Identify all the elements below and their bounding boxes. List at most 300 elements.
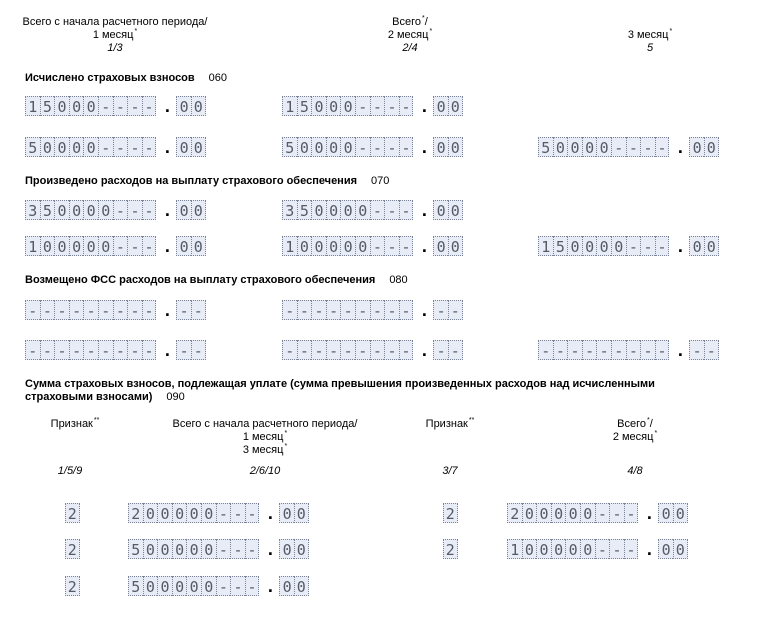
field-070-row2-col1[interactable] bbox=[25, 236, 206, 256]
digit-cell: 0 bbox=[448, 96, 463, 116]
priznak-cell[interactable] bbox=[65, 576, 80, 596]
digit-cell: - bbox=[355, 300, 370, 320]
rubles-cells[interactable] bbox=[128, 576, 259, 596]
digit-cell: - bbox=[245, 539, 260, 559]
sub090-col-b-line2: 2 месяц bbox=[612, 431, 654, 443]
header-col2-slash: / bbox=[424, 16, 428, 28]
digit-cell: - bbox=[297, 340, 312, 360]
digit-cell: - bbox=[611, 137, 626, 157]
rubles-cells[interactable] bbox=[25, 137, 156, 157]
rubles-cells[interactable] bbox=[128, 539, 259, 559]
kopecks-cells[interactable] bbox=[176, 236, 205, 256]
rubles-cells[interactable] bbox=[282, 96, 413, 116]
digit-cell: 2 bbox=[128, 503, 143, 523]
digit-cell: 0 bbox=[172, 503, 187, 523]
rubles-cells[interactable] bbox=[25, 200, 156, 220]
kopecks-cells[interactable] bbox=[689, 236, 718, 256]
digit-cell: 0 bbox=[355, 200, 370, 220]
digit-cell: - bbox=[216, 576, 231, 596]
digit-cell: 0 bbox=[704, 137, 719, 157]
digit-cell: 1 bbox=[282, 236, 297, 256]
section-090-code: 090 bbox=[166, 391, 185, 403]
digit-cell: 0 bbox=[69, 96, 84, 116]
digit-cell: - bbox=[83, 340, 98, 360]
field-070-row2-col3[interactable] bbox=[538, 236, 719, 256]
digit-cell: 0 bbox=[355, 236, 370, 256]
kopecks-cells[interactable] bbox=[433, 96, 462, 116]
digit-cell: - bbox=[384, 137, 399, 157]
field-070-row2-col2[interactable] bbox=[282, 236, 463, 256]
header-col2-line2: 2 месяц bbox=[387, 29, 429, 41]
sub090-code-a: 2/6/10 bbox=[249, 465, 281, 477]
kopecks-cells[interactable] bbox=[279, 576, 308, 596]
priznak-090-row1-p1[interactable] bbox=[65, 503, 80, 523]
digit-cell: 0 bbox=[582, 137, 597, 157]
footnote-mark: * bbox=[134, 28, 138, 36]
digit-cell: - bbox=[640, 137, 655, 157]
priznak-cell[interactable] bbox=[65, 539, 80, 559]
digit-cell: - bbox=[142, 137, 157, 157]
digit-cell: 0 bbox=[201, 503, 216, 523]
priznak-cell[interactable] bbox=[443, 503, 458, 523]
sub090-col-b-line1: Всего bbox=[617, 418, 647, 430]
digit-cell: - bbox=[113, 236, 128, 256]
digit-cell: - bbox=[433, 300, 448, 320]
priznak-cell[interactable] bbox=[443, 539, 458, 559]
rubles-cells[interactable] bbox=[282, 340, 413, 360]
decimal-point: . bbox=[164, 200, 170, 220]
digit-cell: 1 bbox=[507, 539, 522, 559]
digit-cell: 1 bbox=[282, 96, 297, 116]
digit-cell: 0 bbox=[567, 236, 582, 256]
digit-cell: 0 bbox=[522, 503, 537, 523]
digit-cell: - bbox=[282, 340, 297, 360]
digit-cell: 0 bbox=[176, 96, 191, 116]
decimal-point: . bbox=[677, 236, 683, 256]
digit-cell: 3 bbox=[282, 200, 297, 220]
field-090-row1-a[interactable] bbox=[128, 503, 309, 523]
digit-cell: 0 bbox=[143, 576, 158, 596]
decimal-point: . bbox=[677, 340, 683, 360]
digit-cell: - bbox=[626, 236, 641, 256]
field-080-row2-col1[interactable] bbox=[25, 340, 206, 360]
digit-cell: 0 bbox=[340, 200, 355, 220]
footnote-mark: * bbox=[647, 417, 650, 425]
digit-cell: - bbox=[25, 340, 40, 360]
footnote-mark: * bbox=[429, 28, 433, 36]
footnote-mark: * bbox=[284, 430, 288, 438]
section-090-label-line2: страховыми взносами) bbox=[25, 391, 153, 403]
digit-cell: 0 bbox=[279, 539, 294, 559]
rubles-cells[interactable] bbox=[282, 200, 413, 220]
rubles-cells[interactable] bbox=[507, 503, 638, 523]
digit-cell: 0 bbox=[326, 236, 341, 256]
field-070-row1-col1[interactable] bbox=[25, 200, 206, 220]
digit-cell: 0 bbox=[340, 96, 355, 116]
digit-cell: - bbox=[384, 96, 399, 116]
rubles-cells[interactable] bbox=[25, 96, 156, 116]
digit-cell: - bbox=[142, 300, 157, 320]
digit-cell: - bbox=[399, 340, 414, 360]
digit-cell: 2 bbox=[65, 503, 80, 523]
digit-cell: - bbox=[370, 236, 385, 256]
digit-cell: 0 bbox=[98, 236, 113, 256]
digit-cell: 0 bbox=[186, 503, 201, 523]
kopecks-cells[interactable] bbox=[689, 137, 718, 157]
digit-cell: - bbox=[611, 340, 626, 360]
digit-cell: - bbox=[142, 200, 157, 220]
digit-cell: - bbox=[230, 503, 245, 523]
digit-cell: 0 bbox=[340, 236, 355, 256]
digit-cell: - bbox=[626, 340, 641, 360]
decimal-point: . bbox=[421, 96, 427, 116]
header-col2-line1: Всего bbox=[392, 16, 422, 28]
digit-cell: 0 bbox=[83, 236, 98, 256]
kopecks-cells[interactable] bbox=[176, 200, 205, 220]
digit-cell: 0 bbox=[582, 236, 597, 256]
kopecks-cells[interactable] bbox=[433, 340, 462, 360]
field-060-row2-col2[interactable] bbox=[282, 137, 463, 157]
digit-cell: - bbox=[655, 340, 670, 360]
digit-cell: 5 bbox=[40, 200, 55, 220]
digit-cell: 0 bbox=[172, 539, 187, 559]
digit-cell: 0 bbox=[201, 539, 216, 559]
digit-cell: 0 bbox=[580, 539, 595, 559]
digit-cell: - bbox=[399, 200, 414, 220]
priznak-090-row3-p1[interactable] bbox=[65, 576, 80, 596]
digit-cell: 0 bbox=[40, 137, 55, 157]
digit-cell: - bbox=[609, 503, 624, 523]
priznak-090-row1-p2[interactable] bbox=[443, 503, 458, 523]
digit-cell: 0 bbox=[176, 200, 191, 220]
digit-cell: - bbox=[340, 340, 355, 360]
digit-cell: - bbox=[25, 300, 40, 320]
digit-cell: - bbox=[567, 340, 582, 360]
section-080-code: 080 bbox=[389, 274, 408, 286]
field-090-row2-b[interactable] bbox=[507, 539, 688, 559]
decimal-point: . bbox=[164, 236, 170, 256]
kopecks-cells[interactable] bbox=[176, 96, 205, 116]
digit-cell: - bbox=[54, 340, 69, 360]
digit-cell: 0 bbox=[191, 236, 206, 256]
digit-cell: 0 bbox=[689, 137, 704, 157]
sub090-col-a-line2: 1 месяц bbox=[242, 431, 284, 443]
digit-cell: 0 bbox=[326, 200, 341, 220]
field-060-row1-col1[interactable] bbox=[25, 96, 206, 116]
section-090-label-line1: Сумма страховых взносов, подлежащая уплате (сумма превышения произведенных расходов над исчисленными bbox=[25, 378, 655, 390]
digit-cell: 0 bbox=[326, 137, 341, 157]
kopecks-cells[interactable] bbox=[433, 137, 462, 157]
field-080-row2-col3[interactable] bbox=[538, 340, 719, 360]
sub090-col-b bbox=[585, 418, 685, 444]
digit-cell: - bbox=[127, 340, 142, 360]
kopecks-cells[interactable] bbox=[689, 340, 718, 360]
digit-cell: - bbox=[113, 137, 128, 157]
kopecks-cells[interactable] bbox=[176, 137, 205, 157]
digit-cell: - bbox=[98, 300, 113, 320]
digit-cell: - bbox=[142, 96, 157, 116]
digit-cell: 3 bbox=[25, 200, 40, 220]
digit-cell: - bbox=[176, 340, 191, 360]
digit-cell: 0 bbox=[673, 503, 688, 523]
digit-cell: - bbox=[127, 300, 142, 320]
kopecks-cells[interactable] bbox=[279, 503, 308, 523]
digit-cell: - bbox=[595, 503, 610, 523]
kopecks-cells[interactable] bbox=[176, 300, 205, 320]
digit-cell: 0 bbox=[326, 96, 341, 116]
digit-cell: 2 bbox=[507, 503, 522, 523]
digit-cell: 2 bbox=[65, 539, 80, 559]
section-080-title bbox=[25, 274, 408, 287]
kopecks-cells[interactable] bbox=[433, 300, 462, 320]
header-col2-code: 2/4 bbox=[402, 42, 418, 54]
digit-cell: 0 bbox=[565, 503, 580, 523]
digit-cell: - bbox=[399, 137, 414, 157]
decimal-point: . bbox=[267, 539, 273, 559]
digit-cell: 0 bbox=[191, 96, 206, 116]
section-090-title bbox=[25, 378, 765, 404]
rubles-cells[interactable] bbox=[507, 539, 638, 559]
digit-cell: - bbox=[40, 300, 55, 320]
digit-cell: 0 bbox=[297, 236, 312, 256]
priznak-090-row2-p2[interactable] bbox=[443, 539, 458, 559]
digit-cell: - bbox=[384, 340, 399, 360]
digit-cell: - bbox=[538, 340, 553, 360]
rubles-cells[interactable] bbox=[538, 137, 669, 157]
digit-cell: 0 bbox=[611, 236, 626, 256]
digit-cell: - bbox=[245, 503, 260, 523]
decimal-point: . bbox=[267, 576, 273, 596]
digit-cell: 0 bbox=[596, 137, 611, 157]
digit-cell: - bbox=[384, 200, 399, 220]
header-col1 bbox=[20, 16, 210, 55]
section-070-title bbox=[25, 175, 389, 188]
field-070-row1-col2[interactable] bbox=[282, 200, 463, 220]
decimal-point: . bbox=[421, 200, 427, 220]
priznak-cell[interactable] bbox=[65, 503, 80, 523]
digit-cell: - bbox=[355, 340, 370, 360]
digit-cell: - bbox=[83, 300, 98, 320]
digit-cell: 1 bbox=[25, 96, 40, 116]
digit-cell: - bbox=[69, 300, 84, 320]
footnote-mark: * bbox=[654, 430, 658, 438]
rubles-cells[interactable] bbox=[282, 300, 413, 320]
digit-cell: 0 bbox=[689, 236, 704, 256]
digit-cell: - bbox=[54, 300, 69, 320]
header-col1-line1: Всего с начала расчетного периода/ bbox=[22, 16, 208, 28]
header-col3-line1: 3 месяц bbox=[627, 29, 669, 41]
field-080-row1-col2[interactable] bbox=[282, 300, 463, 320]
field-090-row2-a[interactable] bbox=[128, 539, 309, 559]
digit-cell: - bbox=[340, 300, 355, 320]
digit-cell: 0 bbox=[433, 200, 448, 220]
kopecks-cells[interactable] bbox=[658, 503, 687, 523]
kopecks-cells[interactable] bbox=[433, 200, 462, 220]
sub090-code-b: 4/8 bbox=[627, 465, 643, 477]
digit-cell: 2 bbox=[443, 539, 458, 559]
digit-cell: 0 bbox=[565, 539, 580, 559]
digit-cell: - bbox=[384, 236, 399, 256]
digit-cell: 0 bbox=[294, 503, 309, 523]
field-090-row3-a[interactable] bbox=[128, 576, 309, 596]
digit-cell: - bbox=[230, 576, 245, 596]
digit-cell: 0 bbox=[143, 503, 158, 523]
footnote-mark: * bbox=[284, 443, 288, 451]
digit-cell: 0 bbox=[54, 137, 69, 157]
digit-cell: 0 bbox=[186, 576, 201, 596]
section-070-label: Произведено расходов на выплату страхового обеспечения bbox=[25, 175, 358, 187]
digit-cell: 1 bbox=[25, 236, 40, 256]
digit-cell: 0 bbox=[704, 236, 719, 256]
digit-cell: - bbox=[297, 300, 312, 320]
digit-cell: - bbox=[596, 340, 611, 360]
digit-cell: - bbox=[448, 340, 463, 360]
digit-cell: 0 bbox=[279, 576, 294, 596]
digit-cell: 0 bbox=[294, 539, 309, 559]
decimal-point: . bbox=[267, 503, 273, 523]
rubles-cells[interactable] bbox=[128, 503, 259, 523]
digit-cell: 0 bbox=[673, 539, 688, 559]
digit-cell: 0 bbox=[201, 576, 216, 596]
footnote-mark: ** bbox=[468, 417, 475, 425]
decimal-point: . bbox=[646, 503, 652, 523]
field-060-row2-col3[interactable] bbox=[538, 137, 719, 157]
digit-cell: - bbox=[191, 300, 206, 320]
digit-cell: - bbox=[704, 340, 719, 360]
digit-cell: - bbox=[40, 340, 55, 360]
kopecks-cells[interactable] bbox=[279, 539, 308, 559]
digit-cell: - bbox=[142, 340, 157, 360]
digit-cell: 1 bbox=[538, 236, 553, 256]
digit-cell: - bbox=[216, 539, 231, 559]
rubles-cells[interactable] bbox=[538, 236, 669, 256]
rubles-cells[interactable] bbox=[538, 340, 669, 360]
kopecks-cells[interactable] bbox=[658, 539, 687, 559]
digit-cell: - bbox=[191, 340, 206, 360]
digit-cell: - bbox=[355, 137, 370, 157]
digit-cell: 0 bbox=[98, 200, 113, 220]
kopecks-cells[interactable] bbox=[433, 236, 462, 256]
rubles-cells[interactable] bbox=[25, 300, 156, 320]
digit-cell: 0 bbox=[551, 539, 566, 559]
field-090-row1-b[interactable] bbox=[507, 503, 688, 523]
digit-cell: 0 bbox=[279, 503, 294, 523]
digit-cell: - bbox=[127, 200, 142, 220]
digit-cell: - bbox=[127, 236, 142, 256]
field-060-row1-col2[interactable] bbox=[282, 96, 463, 116]
header-col1-line2: 1 месяц bbox=[92, 29, 134, 41]
digit-cell: - bbox=[69, 340, 84, 360]
digit-cell: - bbox=[282, 300, 297, 320]
digit-cell: 2 bbox=[443, 503, 458, 523]
field-080-row2-col2[interactable] bbox=[282, 340, 463, 360]
footnote-mark: ** bbox=[93, 417, 100, 425]
digit-cell: 0 bbox=[294, 576, 309, 596]
digit-cell: - bbox=[176, 300, 191, 320]
digit-cell: - bbox=[355, 96, 370, 116]
rubles-cells[interactable] bbox=[282, 137, 413, 157]
footnote-mark: * bbox=[422, 15, 425, 23]
digit-cell: 0 bbox=[69, 200, 84, 220]
section-060-code: 060 bbox=[208, 72, 228, 84]
digit-cell: - bbox=[142, 236, 157, 256]
digit-cell: 0 bbox=[311, 137, 326, 157]
digit-cell: 0 bbox=[191, 137, 206, 157]
digit-cell: 0 bbox=[311, 96, 326, 116]
header-col3-code: 5 bbox=[646, 42, 654, 54]
digit-cell: - bbox=[609, 539, 624, 559]
digit-cell: 0 bbox=[536, 539, 551, 559]
digit-cell: - bbox=[113, 200, 128, 220]
sub090-col-a-line3: 3 месяц bbox=[242, 444, 284, 456]
digit-cell: 0 bbox=[433, 96, 448, 116]
digit-cell: 0 bbox=[83, 96, 98, 116]
digit-cell: 0 bbox=[311, 200, 326, 220]
digit-cell: 0 bbox=[69, 137, 84, 157]
section-070-code: 070 bbox=[371, 175, 390, 187]
digit-cell: - bbox=[384, 300, 399, 320]
decimal-point: . bbox=[646, 539, 652, 559]
digit-cell: 0 bbox=[311, 236, 326, 256]
sub090-priznak-2 bbox=[415, 418, 485, 431]
digit-cell: 0 bbox=[157, 539, 172, 559]
sub090-col-b-slash: / bbox=[649, 418, 653, 430]
field-060-row2-col1[interactable] bbox=[25, 137, 206, 157]
digit-cell: - bbox=[655, 137, 670, 157]
sub090-priznak-1 bbox=[40, 418, 110, 431]
digit-cell: 0 bbox=[186, 539, 201, 559]
priznak-090-row2-p1[interactable] bbox=[65, 539, 80, 559]
decimal-point: . bbox=[164, 340, 170, 360]
digit-cell: 0 bbox=[54, 236, 69, 256]
decimal-point: . bbox=[421, 300, 427, 320]
digit-cell: 5 bbox=[128, 539, 143, 559]
header-col1-code: 1/3 bbox=[107, 42, 123, 54]
digit-cell: - bbox=[624, 539, 639, 559]
digit-cell: 0 bbox=[536, 503, 551, 523]
field-080-row1-col1[interactable] bbox=[25, 300, 206, 320]
decimal-point: . bbox=[164, 137, 170, 157]
digit-cell: 0 bbox=[433, 236, 448, 256]
decimal-point: . bbox=[421, 340, 427, 360]
digit-cell: 2 bbox=[65, 576, 80, 596]
digit-cell: - bbox=[626, 137, 641, 157]
kopecks-cells[interactable] bbox=[176, 340, 205, 360]
digit-cell: - bbox=[399, 300, 414, 320]
digit-cell: 5 bbox=[25, 137, 40, 157]
section-060-title bbox=[25, 72, 227, 85]
digit-cell: 5 bbox=[282, 137, 297, 157]
digit-cell: 0 bbox=[40, 236, 55, 256]
digit-cell: - bbox=[399, 96, 414, 116]
rubles-cells[interactable] bbox=[25, 236, 156, 256]
digit-cell: - bbox=[370, 137, 385, 157]
rubles-cells[interactable] bbox=[25, 340, 156, 360]
digit-cell: 0 bbox=[83, 137, 98, 157]
digit-cell: - bbox=[311, 300, 326, 320]
sub090-col-a-line1: Всего с начала расчетного периода/ bbox=[172, 418, 358, 430]
digit-cell: 0 bbox=[54, 96, 69, 116]
digit-cell: 0 bbox=[448, 236, 463, 256]
rubles-cells[interactable] bbox=[282, 236, 413, 256]
digit-cell: - bbox=[655, 236, 670, 256]
digit-cell: 5 bbox=[297, 200, 312, 220]
decimal-point: . bbox=[677, 137, 683, 157]
sub090-code-p1: 1/5/9 bbox=[57, 465, 83, 477]
digit-cell: - bbox=[98, 137, 113, 157]
digit-cell: 0 bbox=[580, 503, 595, 523]
digit-cell: - bbox=[113, 96, 128, 116]
